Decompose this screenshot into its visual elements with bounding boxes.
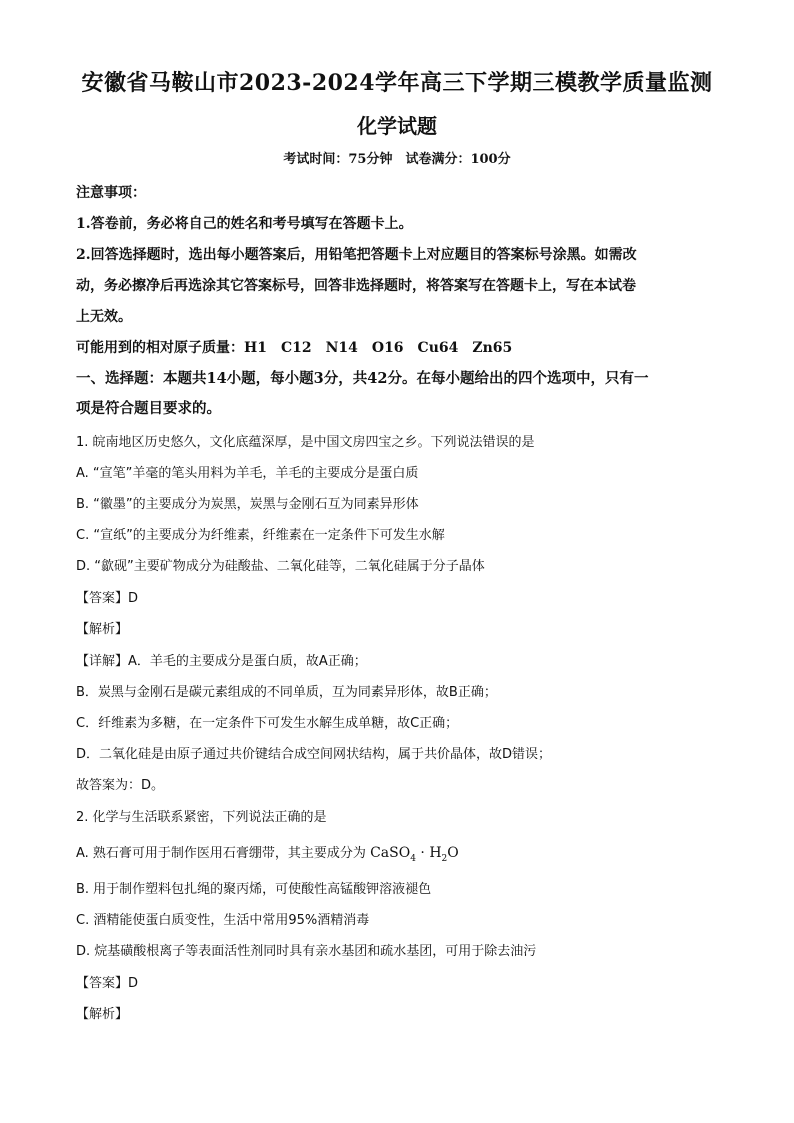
subject-title: 化学试题 xyxy=(357,114,437,138)
question-1-stem: 1. 皖南地区历史悠久，文化底蕴深厚，是中国文房四宝之乡。下列说法错误的是 xyxy=(76,435,535,450)
question-2-option-a xyxy=(76,842,459,864)
question-1-option-c: C. “宣纸”的主要成分为纤维素，纤维素在一定条件下可发生水解 xyxy=(76,528,445,543)
notice-item-2-line-1: 2.回答选择题时，选出每小题答案后，用铅笔把答题卡上对应题目的答案标号涂黑。如需改 xyxy=(76,247,637,263)
question-1-option-d: D. “歙砚”主要矿物成分为硅酸盐、二氧化硅等，二氧化硅属于分子晶体 xyxy=(76,559,485,574)
question-2-stem: 2. 化学与生活联系紧密，下列说法正确的是 xyxy=(76,810,327,825)
atomic-masses: 可能用到的相对原子质量：H1 C12 N14 O16 Cu64 Zn65 xyxy=(76,340,513,356)
notice-item-1: 1.答卷前，务必将自己的姓名和考号填写在答题卡上。 xyxy=(76,216,413,232)
section-heading-line-2: 项是符合题目要求的。 xyxy=(76,400,221,417)
notice-heading: 注意事项： xyxy=(76,185,146,201)
question-1-detail-b: B．炭黑与金刚石是碳元素组成的不同单质，互为同素异形体，故B正确； xyxy=(76,685,497,700)
question-2-analysis-label: 【解析】 xyxy=(76,1007,129,1022)
question-2-option-a-text: A. 熟石膏可用于制作医用石膏绷带，其主要成分为 xyxy=(76,846,366,861)
question-2-option-c: C. 酒精能使蛋白质变性，生活中常用95%酒精消毒 xyxy=(76,913,370,928)
exam-info: 考试时间：75分钟 试卷满分：100分 xyxy=(283,152,511,167)
chemical-formula: CaSO$_4$ · $H_2O$ xyxy=(370,845,459,864)
question-1-option-a: A. “宣笔”羊毫的笔头用料为羊毛，羊毛的主要成分是蛋白质 xyxy=(76,466,419,481)
notice-item-2-line-2: 动，务必擦净后再选涂其它答案标号，回答非选择题时，将答案写在答题卡上，写在本试卷 xyxy=(76,278,636,294)
section-heading-line-1: 一、选择题：本题共14小题，每小题3分，共42分。在每小题给出的四个选项中，只有一 xyxy=(76,370,649,387)
question-1-answer: 【答案】D xyxy=(76,591,139,606)
document-title: 安徽省马鞍山市2023-2024学年高三下学期三模教学质量监测 xyxy=(81,70,713,96)
question-1-conclusion: 故答案为：D。 xyxy=(76,778,165,793)
question-2-option-d: D. 烷基磺酸根离子等表面活性剂同时具有亲水基团和疏水基团，可用于除去油污 xyxy=(76,944,537,959)
question-1-detail-a: 【详解】A．羊毛的主要成分是蛋白质，故A正确； xyxy=(76,654,367,669)
question-1-option-b: B. “徽墨”的主要成分为炭黑，炭黑与金刚石互为同素异形体 xyxy=(76,497,419,512)
question-2-answer: 【答案】D xyxy=(76,976,139,991)
section-heading xyxy=(76,364,720,424)
question-1-detail-d: D．二氧化硅是由原子通过共价键结合成空间网状结构，属于共价晶体，故D错误； xyxy=(76,747,552,762)
notice-item-2-line-3: 上无效。 xyxy=(76,309,132,325)
question-1-analysis-label: 【解析】 xyxy=(76,622,129,637)
question-2-option-b: B. 用于制作塑料包扎绳的聚丙烯，可使酸性高锰酸钾溶液褪色 xyxy=(76,882,432,897)
notice-block xyxy=(76,178,720,364)
question-1-detail-c: C．纤维素为多糖，在一定条件下可发生水解生成单糖，故C正确； xyxy=(76,716,459,731)
